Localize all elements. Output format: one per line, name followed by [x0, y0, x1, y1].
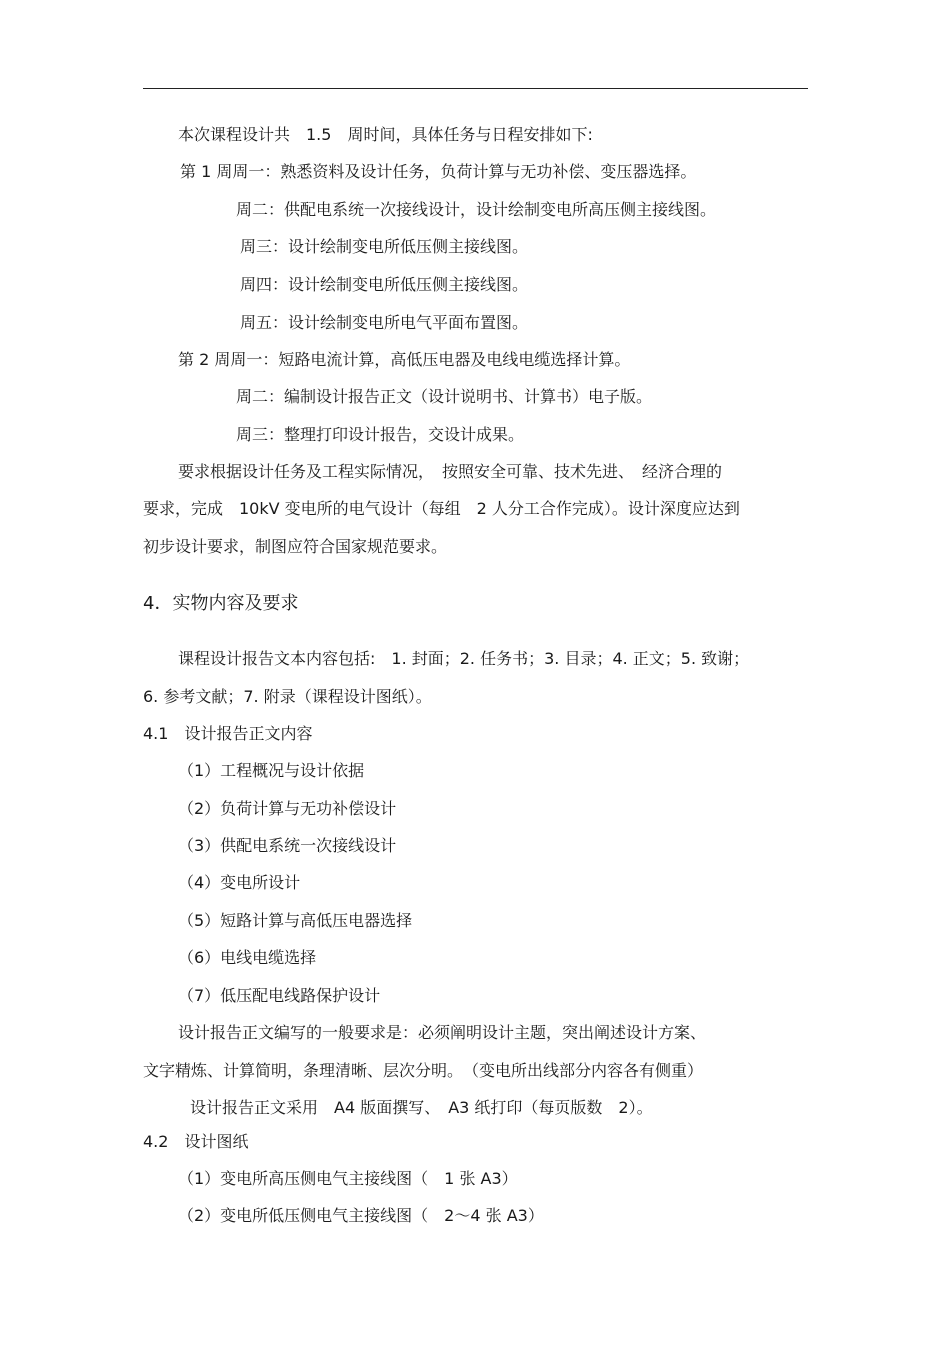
requirements-line-2: 要求，完成 10kV 变电所的电气设计（每组 2 人分工合作完成）。设计深度应达到	[143, 499, 740, 518]
list-item: （4）变电所设计	[178, 873, 301, 892]
requirements-line-1: 要求根据设计任务及工程实际情况， 按照安全可靠、技术先进、 经济合理的	[178, 462, 723, 481]
week1-thursday: 周四：设计绘制变电所低压侧主接线图。	[240, 275, 529, 294]
week2-tuesday: 周二：编制设计报告正文（设计说明书、计算书）电子版。	[236, 387, 653, 406]
section-4-heading: 4．实物内容及要求	[143, 593, 299, 614]
week1-monday: 第 1 周周一：熟悉资料及设计任务，负荷计算与无功补偿、变压器选择。	[180, 162, 697, 181]
list-item: （2）变电所低压侧电气主接线图（ 2～4 张 A3）	[178, 1206, 544, 1225]
list-item: （2）负荷计算与无功补偿设计	[178, 799, 397, 818]
list-item: （7）低压配电线路保护设计	[178, 986, 381, 1005]
contents-line-2: 6. 参考文献；7. 附录（课程设计图纸）。	[143, 687, 432, 706]
list-item: （1）变电所高压侧电气主接线图（ 1 张 A3）	[178, 1169, 518, 1188]
section-4-1-heading: 4.1 设计报告正文内容	[143, 724, 313, 743]
header-rule	[143, 88, 808, 89]
week1-tuesday: 周二：供配电系统一次接线设计，设计绘制变电所高压侧主接线图。	[236, 200, 717, 219]
list-item: （6）电线电缆选择	[178, 948, 317, 967]
week1-wednesday: 周三：设计绘制变电所低压侧主接线图。	[240, 237, 529, 256]
report-requirements-line-1: 设计报告正文编写的一般要求是：必须阐明设计主题，突出阐述设计方案、	[178, 1023, 707, 1042]
requirements-line-3: 初步设计要求，制图应符合国家规范要求。	[143, 537, 448, 556]
schedule-intro: 本次课程设计共 1.5 周时间，具体任务与日程安排如下:	[178, 125, 593, 144]
week2-monday: 第 2 周周一：短路电流计算，高低压电器及电线电缆选择计算。	[178, 350, 631, 369]
section-4-2-heading: 4.2 设计图纸	[143, 1132, 249, 1151]
week2-wednesday: 周三：整理打印设计报告，交设计成果。	[236, 425, 525, 444]
report-format-line: 设计报告正文采用 A4 版面撰写、 A3 纸打印（每页版数 2）。	[190, 1098, 653, 1117]
contents-line-1: 课程设计报告文本内容包括: 1. 封面；2. 任务书；3. 目录；4. 正文；5. 致谢；	[178, 649, 750, 668]
list-item: （1）工程概况与设计依据	[178, 761, 365, 780]
list-item: （3）供配电系统一次接线设计	[178, 836, 397, 855]
report-requirements-line-2: 文字精炼、计算简明，条理清晰、层次分明。 （变电所出线部分内容各有侧重）	[143, 1061, 704, 1080]
week1-friday: 周五：设计绘制变电所电气平面布置图。	[240, 313, 529, 332]
list-item: （5）短路计算与高低压电器选择	[178, 911, 413, 930]
